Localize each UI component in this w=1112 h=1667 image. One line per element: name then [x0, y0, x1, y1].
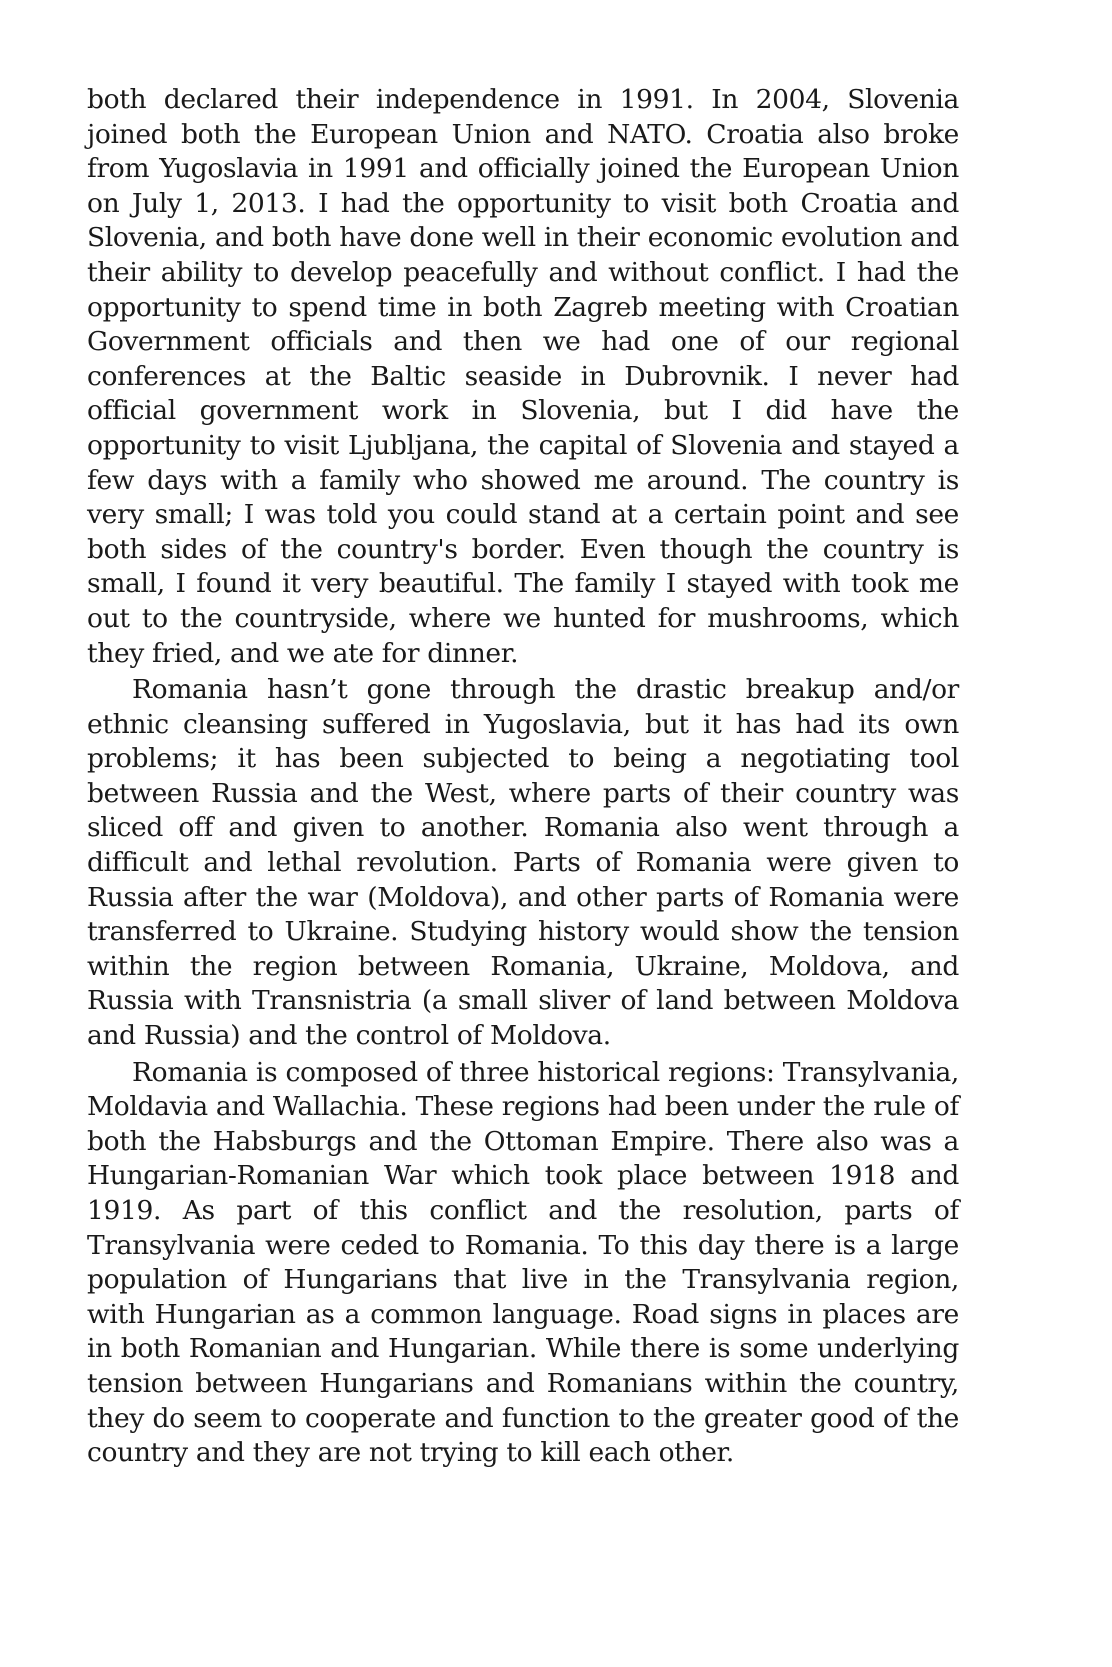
paragraph-romania-regions: Romania is composed of three historical regions: Transylvania, Moldavia and Wallachia. These regions had been under the rule of both the Habsburgs and the Ottoman Empire. There also was a Hungarian-Romanian War which took place between 1918 and 1919. As part of this conflict and the resolution, parts of Transylvania were ceded to Romania. To this day there is a large population of Hungarians that live in the Transylvania region, with Hungarian as a common language. Road signs in places are in both Romanian and Hungarian. While there is some underlying tension between Hungarians and Romanians within the country, they do seem to cooperate and function to the greater good of the country and they are not trying to kill each other.	[87, 1056, 959, 1469]
document-page	[87, 83, 959, 1471]
paragraph-slovenia-croatia: both declared their independence in 1991. In 2004, Slovenia joined both the European Union and NATO. Croatia also broke from Yugoslavia in 1991 and officially joined the European Union on July 1, 2013. I had the opportunity to visit both Croatia and Slovenia, and both have done well in their economic evolution and their ability to develop peacefully and without conflict. I had the opportunity to spend time in both Zagreb meeting with Croatian Government officials and then we had one of our regional conferences at the Baltic seaside in Dubrovnik. I never had official government work in Slovenia, but I did have the opportunity to visit Ljubljana, the capital of Slovenia and stayed a few days with a family who showed me around. The country is very small; I was told you could stand at a certain point and see both sides of the country's border. Even though the country is small, I found it very beautiful. The family I stayed with took me out to the countryside, where we hunted for mushrooms, which they fried, and we ate for dinner.	[87, 84, 959, 669]
paragraph-romania-history: Romania hasn’t gone through the drastic breakup and/or ethnic cleansing suffered in Yugoslavia, but it has had its own problems; it has been subjected to being a negotiating tool between Russia and the West, where parts of their country was sliced off and given to another. Romania also went through a difficult and lethal revolution. Parts of Romania were given to Russia after the war (Moldova), and other parts of Romania were transferred to Ukraine. Studying history would show the tension within the region between Romania, Ukraine, Moldova, and Russia with Transnistria (a small sliver of land between Moldova and Russia) and the control of Moldova.	[87, 674, 959, 1052]
